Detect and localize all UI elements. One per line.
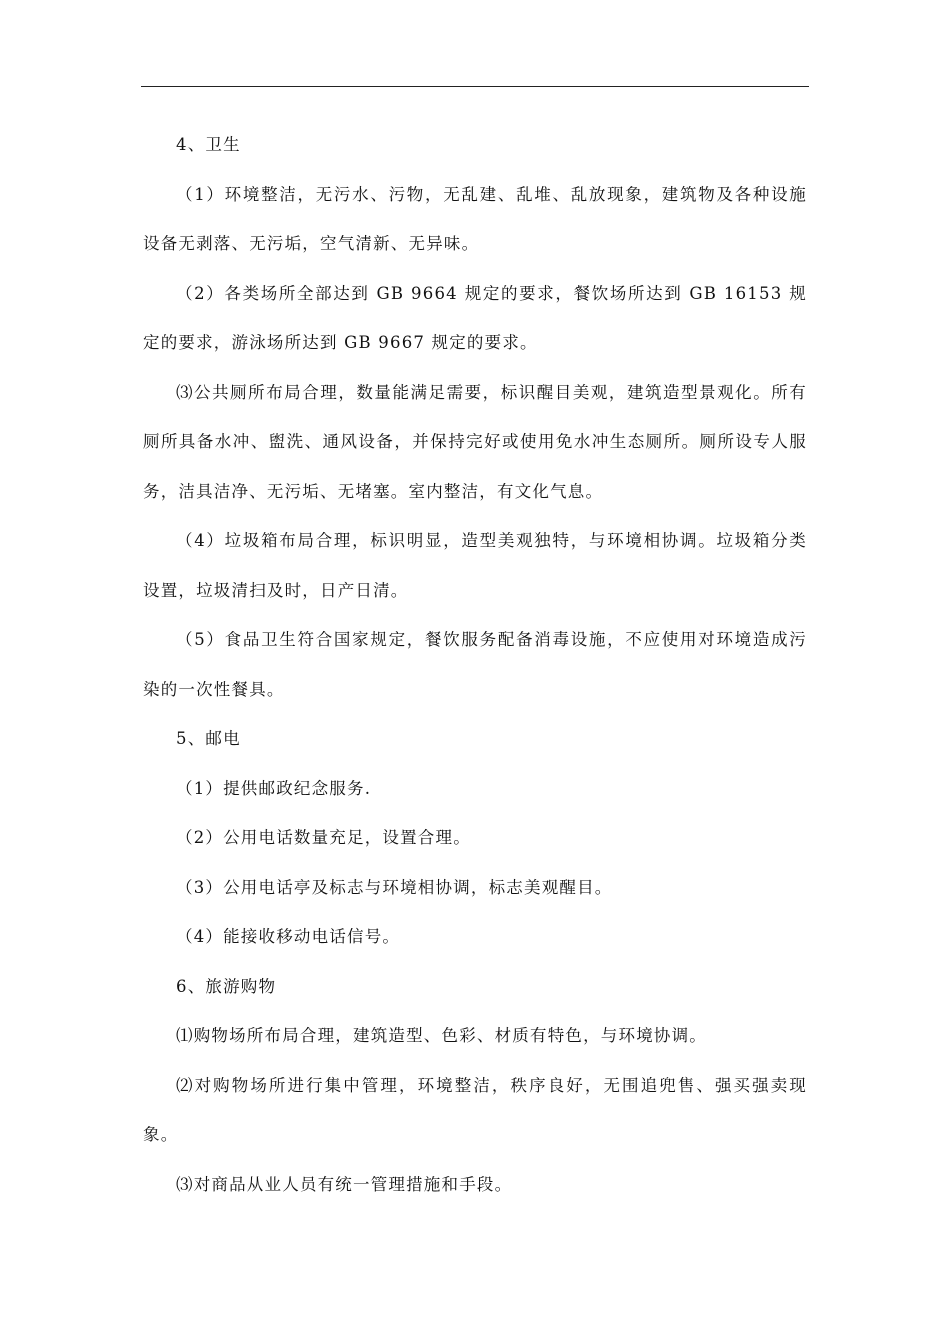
paragraph: ⑶公共厕所布局合理，数量能满足需要，标识醒目美观，建筑造型景观化。所有厕所具备水冲、盥洗、通风设备，并保持完好或使用免水冲生态厕所。厕所设专人服务，洁具洁净、无污垢、无堵塞。室内整洁，有文化气息。	[143, 382, 807, 501]
paragraph: （1）环境整洁，无污水、污物，无乱建、乱堆、乱放现象，建筑物及各种设施设备无剥落、无污垢，空气清新、无异味。	[143, 184, 807, 253]
paragraph: （3）公用电话亭及标志与环境相协调，标志美观醒目。	[176, 877, 613, 897]
paragraph: ⑴购物场所布局合理，建筑造型、色彩、材质有特色，与环境协调。	[176, 1026, 707, 1045]
section-heading-hygiene: 4、卫生	[176, 135, 241, 154]
paragraph: ⑵对购物场所进行集中管理，环境整洁，秩序良好，无围追兜售、强买强卖现象。	[143, 1075, 807, 1144]
paragraph: （2）公用电话数量充足，设置合理。	[176, 828, 471, 847]
paragraph: （4）能接收移动电话信号。	[176, 927, 401, 946]
paragraph: ⑶对商品从业人员有统一管理措施和手段。	[176, 1174, 513, 1194]
section-heading-post-telecom: 5、邮电	[176, 729, 241, 748]
paragraph: （2）各类场所全部达到 GB 9664 规定的要求，餐饮场所达到 GB 16153 规定的要求，游泳场所达到 GB 9667 规定的要求。	[143, 283, 807, 352]
section-heading-shopping: 6、旅游购物	[176, 976, 277, 996]
document-body	[143, 120, 807, 1209]
paragraph: （5）食品卫生符合国家规定，餐饮服务配备消毒设施，不应使用对环境造成污染的一次性餐具。	[143, 630, 807, 699]
paragraph: （1）提供邮政纪念服务.	[176, 778, 372, 798]
header-rule	[141, 86, 809, 87]
paragraph: （4）垃圾箱布局合理，标识明显，造型美观独特，与环境相协调。垃圾箱分类设置，垃圾清扫及时，日产日清。	[143, 531, 807, 600]
